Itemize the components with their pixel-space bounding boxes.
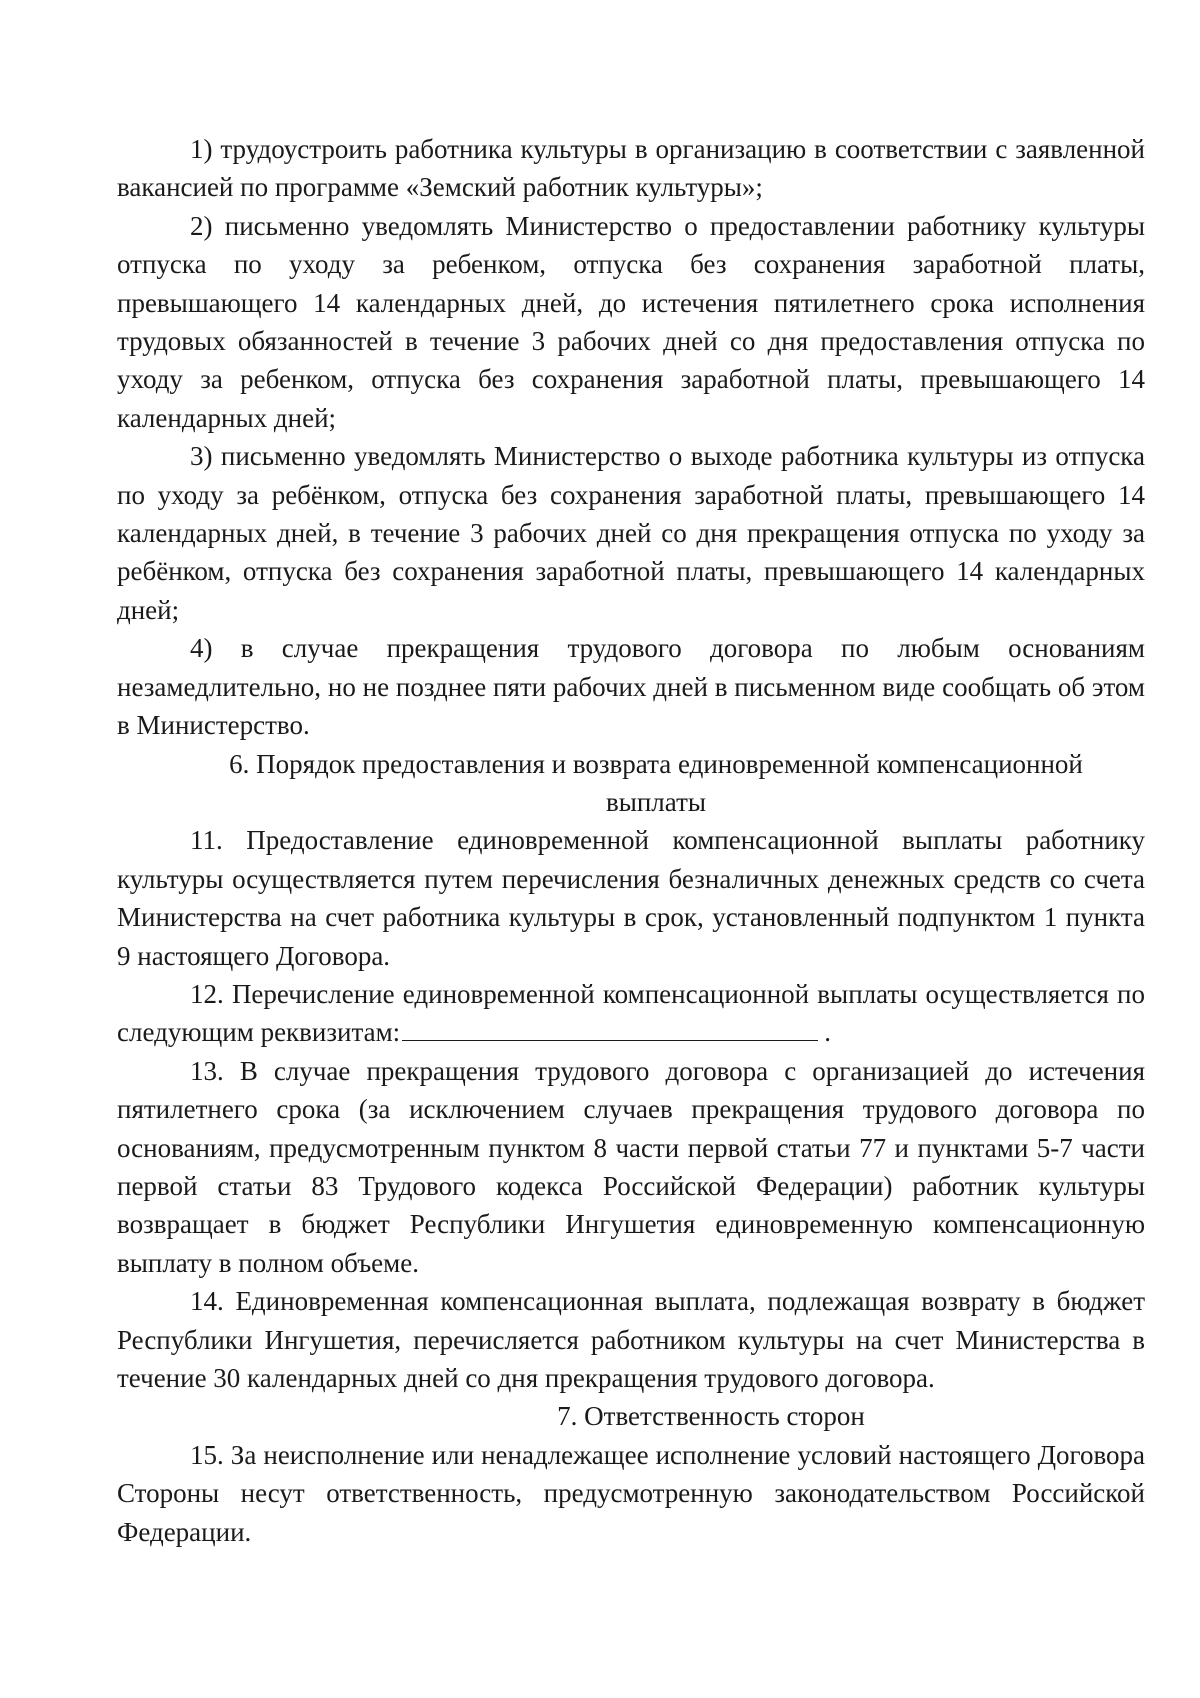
list-item: 2) письменно уведомлять Министерство о предоставлении работнику культуры отпуска по уходу за ребенком, отпуска без сохранения заработной платы, превышающего 14 календарных дней, до истечения пятилетнего срока исполнения трудовых обязанностей в течение 3 рабочих дней со дня предоставления отпуска по уходу за ребенком, отпуска без сохранения заработной платы, превышающего 14 календарных дней; bbox=[117, 210, 1145, 433]
paragraph-14: 14. Единовременная компенсационная выплата, подлежащая возврату в бюджет Республики Ингушетия, перечисляется работником культуры на счет Министерства в течение 30 календарных дней со дня прекращения трудового договора. bbox=[117, 1286, 1145, 1393]
list-item: 1) трудоустроить работника культуры в организацию в соответствии с заявленной вакансией по программе «Земский работник культуры»; bbox=[117, 134, 1145, 203]
paragraph-15: 15. За неисполнение или ненадлежащее исполнение условий настоящего Договора Стороны несут ответственность, предусмотренную законодательством Российской Федерации. bbox=[117, 1439, 1145, 1547]
paragraph-13: 13. В случае прекращения трудового договора с организацией до истечения пятилетнего срока (за исключением случаев прекращения трудового договора по основаниям, предусмотренным пунктом 8 части первой статьи 77 и пунктами 5-7 части первой статьи 83 Трудового кодекса Российской Федерации) работник культуры возвращает в бюджет Республики Ингушетия единовременную компенсационную выплату в полном объеме. bbox=[117, 1055, 1145, 1278]
paragraph-12 bbox=[117, 975, 1145, 1052]
paragraph-12-end: . bbox=[824, 1017, 831, 1048]
list-item: 4) в случае прекращения трудового договора по любым основаниям незамедлительно, но не позднее пяти рабочих дней в письменном виде сообщать об этом в Министерство. bbox=[117, 633, 1145, 741]
paragraph-12-text: 12. Перечисление единовременной компенсационной выплаты осуществляется по следующим реквизитам: bbox=[117, 978, 1145, 1048]
section-heading-7: 7. Ответственность сторон bbox=[557, 1401, 865, 1432]
requisites-blank-line bbox=[402, 1014, 818, 1041]
list-item: 3) письменно уведомлять Министерство о выходе работника культуры из отпуска по уходу за ребёнком, отпуска без сохранения заработной платы, превышающего 14 календарных дней, в течение 3 рабочих дней со дня прекращения отпуска по уходу за ребёнком, отпуска без сохранения заработной платы, превышающего 14 календарных дней; bbox=[117, 441, 1145, 625]
paragraph-11: 11. Предоставление единовременной компенсационной выплаты работнику культуры осуществляется путем перечисления безналичных денежных средств со счета Министерства на счет работника культуры в срок, установленный подпунктом 1 пункта 9 настоящего Договора. bbox=[117, 825, 1145, 971]
section-heading-6: 6. Порядок предоставления и возврата единовременной компенсационной выплаты bbox=[229, 748, 1083, 817]
document-page bbox=[117, 130, 1145, 1551]
